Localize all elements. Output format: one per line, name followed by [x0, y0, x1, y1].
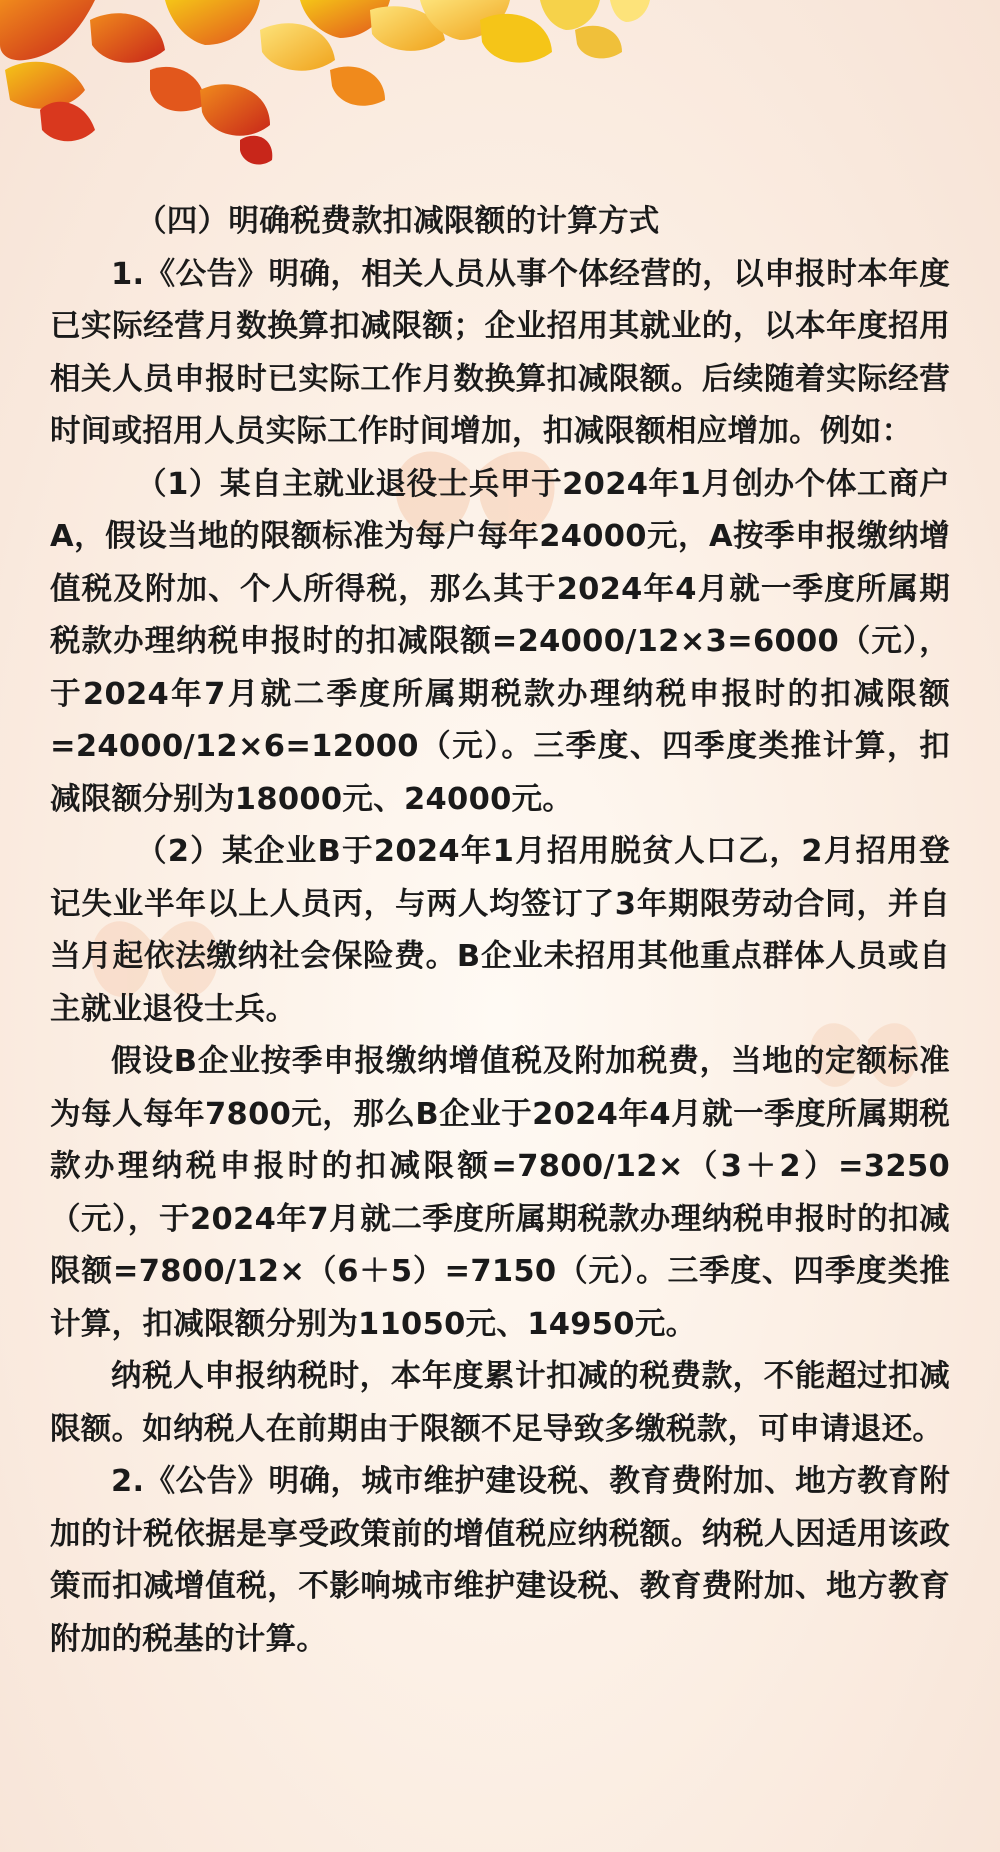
paragraph-example-1: （1）某自主就业退役士兵甲于2024年1月创办个体工商户A，假设当地的限额标准为每户每年24000元，A按季申报缴纳增值税及附加、个人所得税，那么其于2024年4月就一季度所属期税款办理纳税申报时的扣减限额=24000/12×3=6000（元），于2024年7月就二季度所属期税款办理纳税申报时的扣减限额=24000/12×6=12000（元）。三季度、四季度类推计算，扣减限额分别为18000元、24000元。: [50, 466, 950, 817]
paragraph-2: 2.《公告》明确，城市维护建设税、教育费附加、地方教育附加的计税依据是享受政策前的增值税应纳税额。纳税人因适用该政策而扣减增值税，不影响城市维护建设税、教育费附加、地方教育附加的税基的计算。: [50, 1464, 950, 1657]
paragraph-1: 1.《公告》明确，相关人员从事个体经营的，以申报时本年度已实际经营月数换算扣减限额；企业招用其就业的，以本年度招用相关人员申报时已实际工作月数换算扣减限额。后续随着实际经营时间或招用人员实际工作时间增加，扣减限额相应增加。例如：: [50, 256, 950, 449]
paragraph-example-2-calculation: 假设B企业按季申报缴纳增值税及附加税费，当地的定额标准为每人每年7800元，那么B企业于2024年4月就一季度所属期税款办理纳税申报时的扣减限额=7800/12×（3＋2）=3250（元），于2024年7月就二季度所属期税款办理纳税申报时的扣减限额=7800/12×（6＋5）=7150（元）。三季度、四季度类推计算，扣减限额分别为11050元、14950元。: [50, 1044, 950, 1342]
section-heading: （四）明确税费款扣减限额的计算方式: [136, 204, 660, 239]
autumn-leaves-decoration: [0, 0, 1000, 190]
paragraph-example-2: （2）某企业B于2024年1月招用脱贫人口乙，2月招用登记失业半年以上人员丙，与两人均签订了3年期限劳动合同，并自当月起依法缴纳社会保险费。B企业未招用其他重点群体人员或自主就业退役士兵。: [50, 834, 950, 1027]
paragraph-refund-note: 纳税人申报纳税时，本年度累计扣减的税费款，不能超过扣减限额。如纳税人在前期由于限额不足导致多缴税款，可申请退还。: [50, 1359, 950, 1447]
document-body: [50, 196, 950, 1666]
